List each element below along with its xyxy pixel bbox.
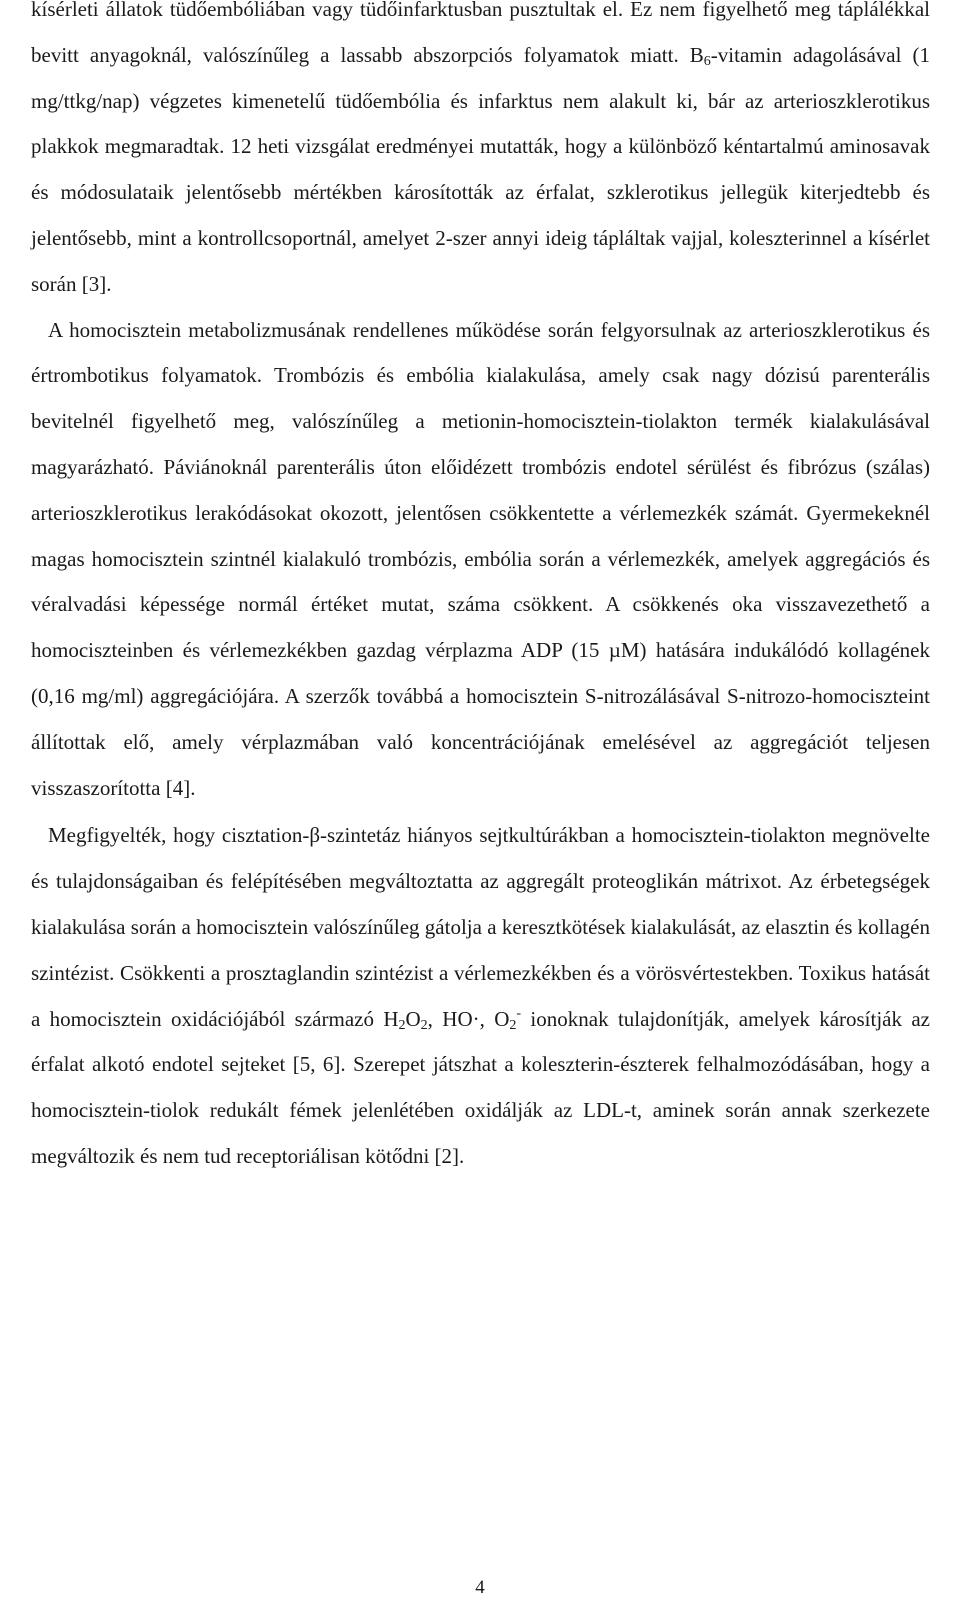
- superscript-minus: -: [516, 1005, 522, 1021]
- paragraph-2: [31, 308, 930, 812]
- page-number: 4: [475, 1577, 485, 1598]
- paragraph-3-part-3: ionoknak tulajdonítják, amelyek károsítják az érfalat alkotó endotel sejteket [5, 6]. Szerepet játszhat a koleszterin-észterek felhalmozódásában, hogy a homocisztein-tiolok redukált fémek jelenlétében oxidálják az LDL-t, aminek során annak szerkezete megváltozik és nem tud receptoriálisan kötődni [2].: [31, 1006, 931, 1168]
- subscript-h2: 2: [398, 1017, 406, 1033]
- oxygen-letter: O: [405, 1006, 421, 1031]
- subscript-o2: 2: [420, 1017, 428, 1033]
- paragraph-3: [31, 813, 930, 1179]
- paragraph-3-part-1: Megfigyelték, hogy cisztation-β-szintetáz hiányos sejtkultúrákban a homocisztein-tiolakton megnövelte és tulajdonságaiban és felépítésében megváltoztatta az aggregált proteoglikán mátrixot. Az érbetegségek kialakulása során a homocisztein valószínűleg gátolja a keresztkötések kialakulását, az elasztin és kollagén szintézist. Csökkenti a prosztaglandin szintézist a vérlemezkékben és a vörösvértestekben. Toxikus hatását a homocisztein oxidációjából származó H: [31, 823, 930, 1031]
- paragraph-1: [31, 0, 930, 308]
- paragraph-1-part-2: -vitamin adagolásával (1 mg/ttkg/nap) végzetes kimenetelű tüdőembólia és infarktus nem alakult ki, bár az arterioszklerotikus plakkok megmaradtak. 12 heti vizsgálat eredményei mutatták, hogy a különböző kéntartalmú aminosavak és módosulataik jelentősebb mértékben károsították az érfalat, szklerotikus jellegük kiterjedtebb és jelentősebb, mint a kontrollcsoportnál, amelyet 2-szer annyi ideig tápláltak vajjal, koleszterinnel a kísérlet során [3].: [31, 42, 930, 296]
- subscript-6: 6: [703, 53, 711, 69]
- paragraph-1-part-1: kísérleti állatok tüdőembóliában vagy tüdőinfarktusban pusztultak el. Ez nem figyelhető meg táplálékkal bevitt anyagoknál, valószínűleg a lassabb abszorpciós folyamatok miatt. B: [31, 0, 930, 67]
- body-text: [31, 0, 930, 1180]
- paragraph-3-part-2: , HO·, O: [427, 1006, 510, 1031]
- subscript-o2-ion: 2: [509, 1017, 517, 1033]
- paragraph-2-text: A homocisztein metabolizmusának rendellenes működése során felgyorsulnak az arterioszklerotikus és értrombotikus folyamatok. Trombózis és embólia kialakulása, amely csak nagy dózisú parenterális bevitelnél figyelhető meg, valószínűleg a metionin-homocisztein-tiolakton termék kialakulásával magyarázható. Páviánoknál parenterális úton előidézett trombózis endotel sérülést és fibrózus (szálas) arterioszklerotikus lerakódásokat okozott, jelentősen csökkentette a vérlemezkék számát. Gyermekeknél magas homocisztein szintnél kialakuló trombózis, embólia során a vérlemezkék, amelyek aggregációs és véralvadási képessége normál értéket mutat, száma csökkent. A csökkenés oka visszavezethető a homociszteinben és vérlemezkékben gazdag vérplazma ADP (15 µM) hatására indukálódó kollagének (0,16 mg/ml) aggregációjára. A szerzők továbbá a homocisztein S-nitrozálásával S-nitrozo-homociszteint állítottak elő, amely vérplazmában való koncentrációjának emelésével az aggregációt teljesen visszaszorította [4].: [31, 317, 930, 800]
